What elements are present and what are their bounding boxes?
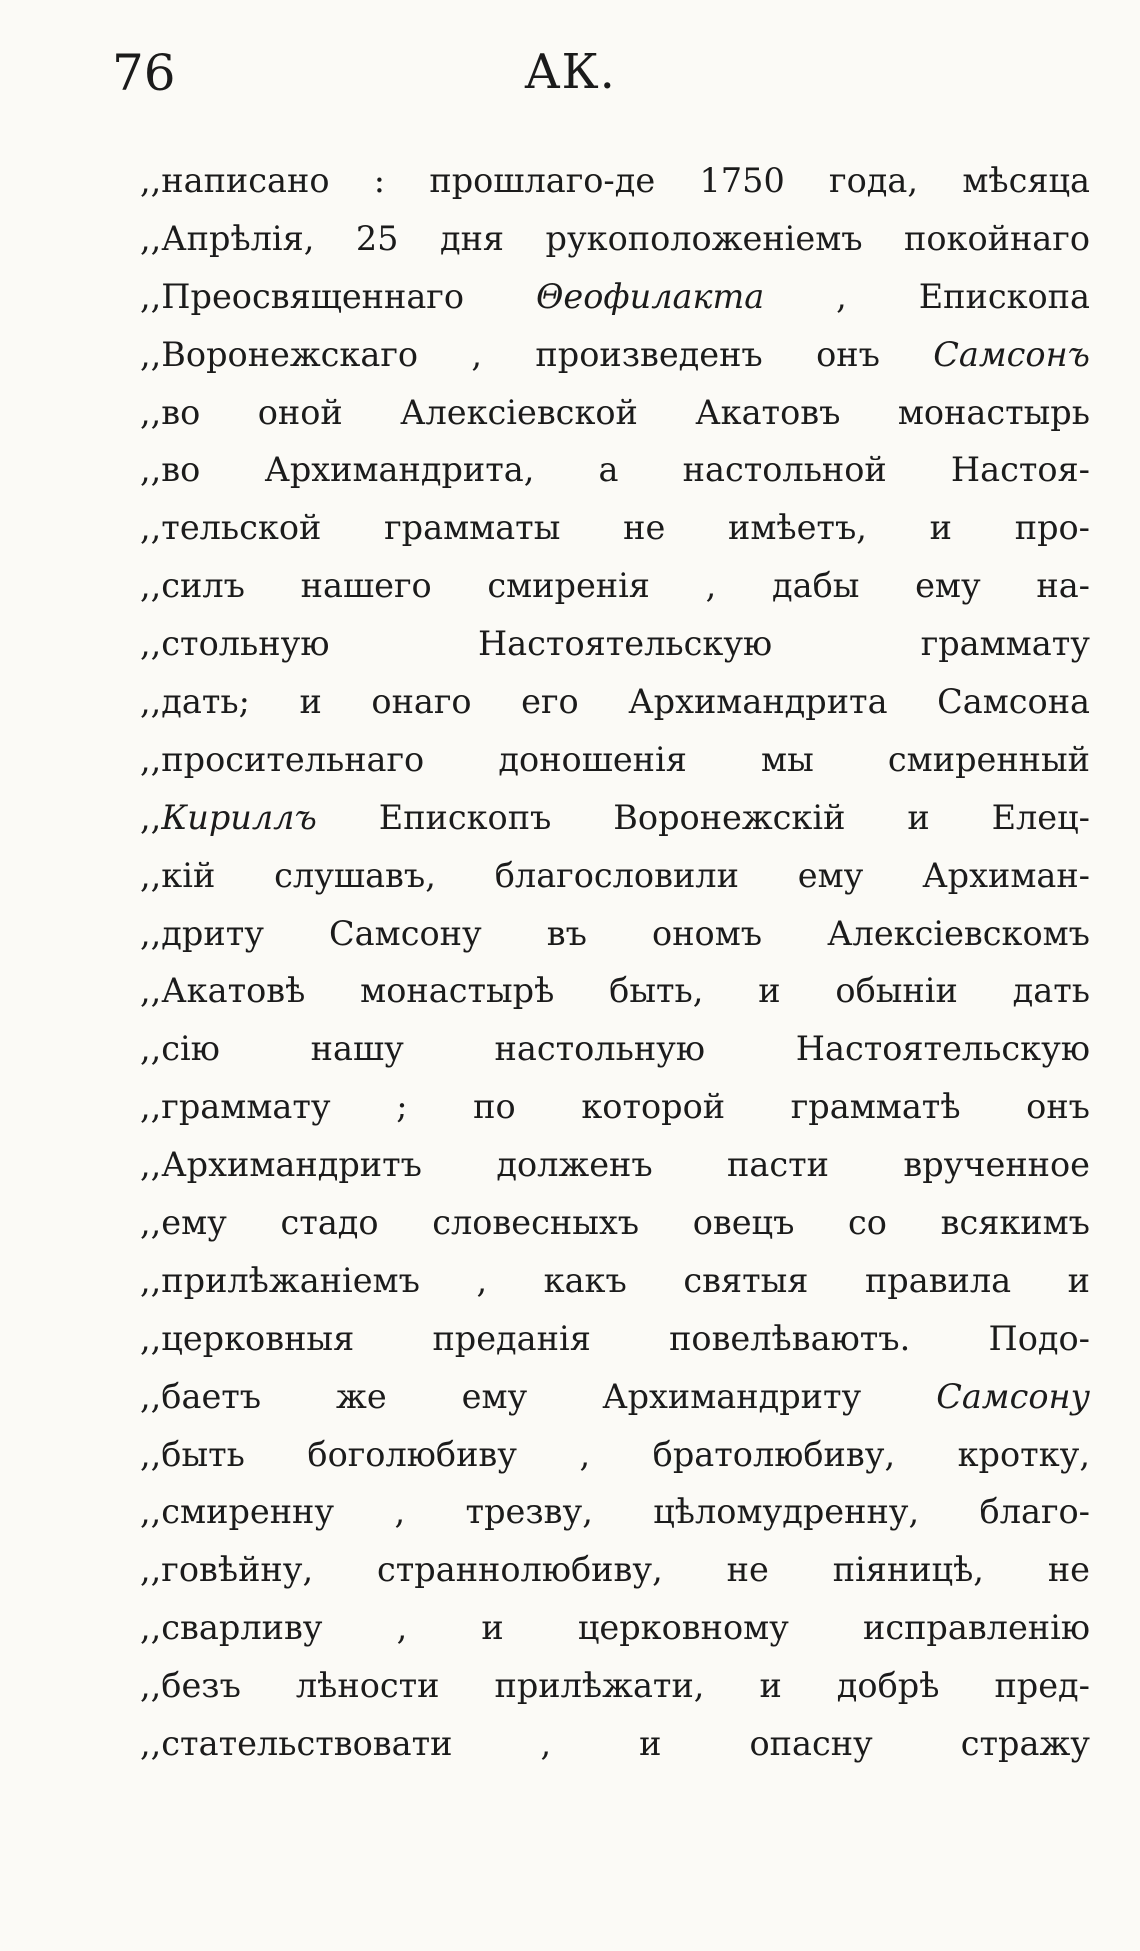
text-line	[140, 210, 1090, 268]
text-line	[140, 384, 1090, 442]
text-line	[140, 1599, 1090, 1657]
text-run: ,,	[140, 797, 162, 837]
page-number: 76	[112, 44, 176, 102]
text-line	[140, 789, 1090, 847]
text-run: ,,сію нашу настольную Настоятельскую	[140, 1029, 1090, 1069]
text-run: Епископъ Воронежскій и Елец-	[316, 797, 1090, 837]
italic-name: Кириллъ	[161, 797, 317, 837]
text-run: ,,Апрѣлія, 25 дня рукоположеніемъ покойнаго	[140, 218, 1090, 258]
text-line	[140, 1136, 1090, 1194]
text-run: ,,Акатовѣ монастырѣ быть, и обыніи дать	[140, 971, 1090, 1011]
text-line	[140, 1078, 1090, 1136]
italic-name: Θеофилакта	[535, 276, 765, 316]
text-run: ,,говѣйну, страннолюбиву, не піяницѣ, не	[140, 1550, 1090, 1590]
text-run: ,,силъ нашего смиренія , дабы ему на-	[140, 566, 1090, 606]
text-run: ,,смиренну , трезву, цѣломудренну, благо-	[140, 1492, 1090, 1532]
text-line	[140, 268, 1090, 326]
text-line	[140, 1715, 1090, 1773]
text-run: ,,стольную Настоятельскую граммату	[140, 624, 1090, 664]
text-line	[140, 557, 1090, 615]
text-line	[140, 499, 1090, 557]
text-run: ,,прилѣжаніемъ , какъ святыя правила и	[140, 1260, 1090, 1300]
text-run: ,,во оной Алексіевской Акатовъ монастырь	[140, 392, 1090, 432]
text-run: ,,просительнаго доношенія мы смиренный	[140, 739, 1090, 779]
text-line	[140, 1541, 1090, 1599]
text-line	[140, 1020, 1090, 1078]
text-line	[140, 1252, 1090, 1310]
text-run: ,,стательствовати , и опасну стражу	[140, 1724, 1090, 1764]
text-run: ,,Архимандритъ долженъ пасти врученное	[140, 1145, 1090, 1185]
text-line	[140, 441, 1090, 499]
text-run: ,,баетъ же ему Архимандриту	[140, 1376, 937, 1416]
text-line	[140, 1483, 1090, 1541]
text-line	[140, 1657, 1090, 1715]
text-run: ,,во Архимандрита, а настольной Настоя-	[140, 450, 1090, 490]
text-run: ,,ему стадо словесныхъ овецъ со всякимъ	[140, 1203, 1090, 1243]
text-line	[140, 962, 1090, 1020]
text-run: ,,дать; и онаго его Архимандрита Самсона	[140, 682, 1090, 722]
text-line	[140, 1426, 1090, 1484]
text-run: ,,дриту Самсону въ ономъ Алексіевскомъ	[140, 913, 1090, 953]
text-run: ,,безъ лѣности прилѣжати, и добрѣ пред-	[140, 1666, 1090, 1706]
text-line	[140, 326, 1090, 384]
text-run: ,,написано : прошлаго-де 1750 года, мѣсяца	[140, 161, 1090, 200]
running-head: АК.	[524, 44, 616, 100]
text-line	[140, 615, 1090, 673]
text-run: ,,тельской грамматы не имѣетъ, и про-	[140, 508, 1090, 548]
text-run: ,,граммату ; по которой грамматѣ онъ	[140, 1087, 1090, 1127]
text-run: , Епископа	[764, 276, 1090, 316]
text-run: ,,Воронежскаго , произведенъ онъ	[140, 334, 934, 374]
text-line	[140, 1368, 1090, 1426]
text-line	[140, 673, 1090, 731]
text-run: ,,быть боголюбиву , братолюбиву, кротку,	[140, 1434, 1090, 1474]
body-text	[140, 152, 1090, 1773]
text-run: ,,кій слушавъ, благословили ему Архиман-	[140, 855, 1090, 895]
text-run: ,,церковныя преданія повелѣваютъ. Подо-	[140, 1318, 1090, 1358]
text-line	[140, 1310, 1090, 1368]
text-line	[140, 1194, 1090, 1252]
text-run: ,,сварливу , и церковному исправленію	[140, 1608, 1090, 1648]
text-line	[140, 905, 1090, 963]
italic-name: Самсону	[936, 1376, 1090, 1416]
text-line	[140, 731, 1090, 789]
text-line	[140, 847, 1090, 905]
text-line	[140, 152, 1090, 210]
text-run: ,,Преосвященнаго	[140, 276, 536, 316]
italic-name: Самсонъ	[933, 334, 1090, 374]
